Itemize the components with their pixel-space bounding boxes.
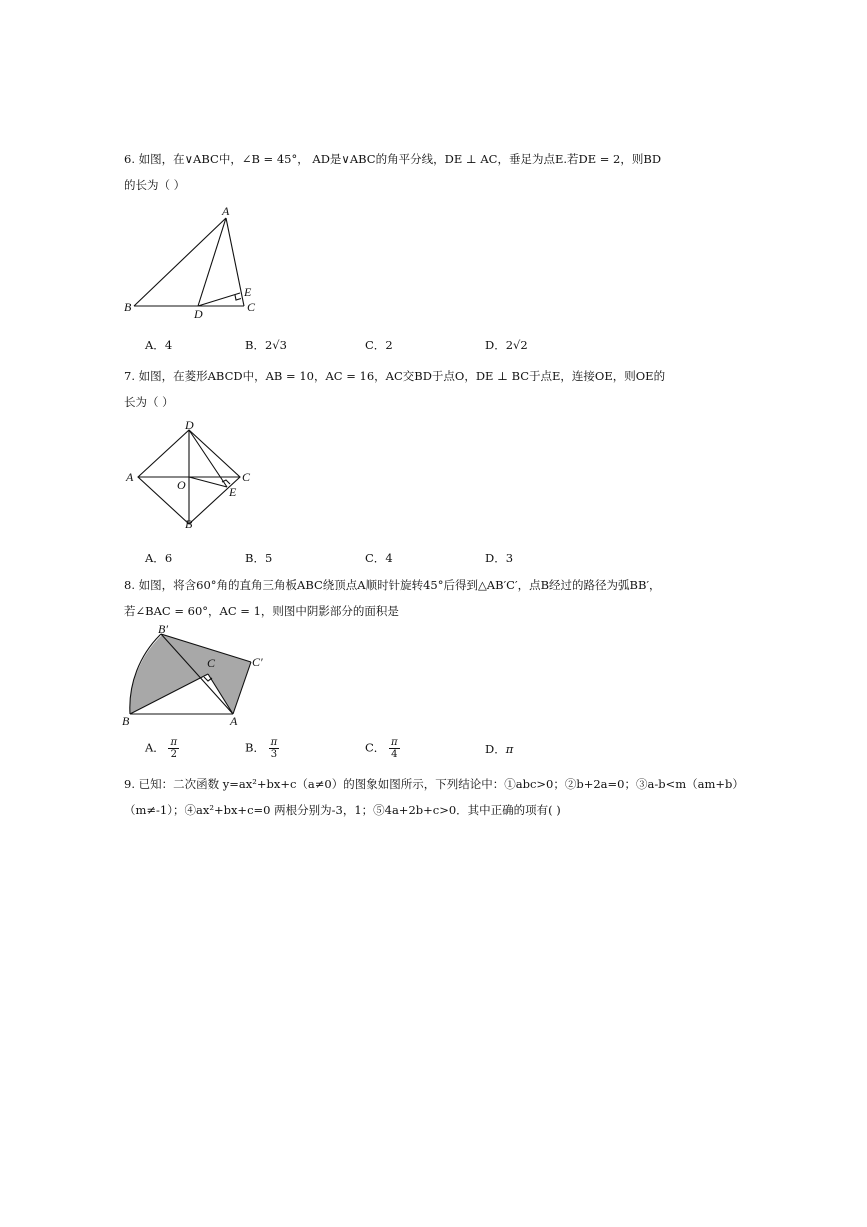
q7-option-a[interactable] <box>145 550 172 566</box>
q6-text-line1: 6. 如图，在∨ABC中，∠B = 45°， AD是∨ABC的角平分线，DE ⊥ AC，垂足为点E.若DE = 2，则BD <box>124 152 662 166</box>
q6-label-D: D <box>194 307 203 321</box>
q8-option-c-num: π <box>390 737 398 748</box>
q8-option-a[interactable] <box>145 737 179 760</box>
q8-label-B-prime: B′ <box>158 622 168 636</box>
q6-text-line2: 的长为（ ） <box>124 178 186 192</box>
q7-option-b[interactable] <box>245 550 272 566</box>
q7-option-d[interactable] <box>485 550 513 566</box>
q7-option-d-value: 3 <box>505 551 514 565</box>
q6-option-d-letter: D． <box>485 338 506 352</box>
q8-option-b-den: 3 <box>270 749 278 760</box>
q6-option-c-value: 2 <box>385 338 393 352</box>
q7-option-a-value: 6 <box>164 551 173 565</box>
q8-rotation-figure <box>118 622 278 734</box>
q7-option-d-letter: D． <box>485 551 506 565</box>
q7-label-E: E <box>229 485 237 499</box>
q8-option-d[interactable] <box>485 741 513 757</box>
q8-option-a-den: 2 <box>170 749 177 760</box>
q9-text-line1: 9. 已知：二次函数 y=ax²+bx+c（a≠0）的图象如图所示，下列结论中：①abc>0；②b+2a=0；③a-b<m（am+b） <box>124 777 744 791</box>
q6-option-b-value: 2√3 <box>264 338 287 352</box>
q7-option-c-letter: C． <box>365 551 386 565</box>
q8-option-d-letter: D． <box>485 742 506 756</box>
q6-option-a-letter: A． <box>145 338 165 352</box>
q7-option-c-value: 4 <box>385 551 393 565</box>
q7-rhombus-figure <box>118 420 263 532</box>
q9-text-line2: （m≠-1）；④ax²+bx+c=0 两根分别为-3，1；⑤4a+2b+c>0．其中正确的项有( ) <box>124 803 561 817</box>
q6-label-A: A <box>222 204 230 218</box>
q6-label-B: B <box>124 300 132 314</box>
q6-option-b-letter: B． <box>245 338 265 352</box>
q7-label-O: O <box>177 478 186 492</box>
q6-label-E: E <box>244 285 252 299</box>
q6-option-d-value: 2√2 <box>505 338 528 352</box>
q8-option-a-letter: A． <box>145 740 165 755</box>
q8-option-b-letter: B． <box>245 740 265 755</box>
q8-option-c[interactable] <box>365 737 400 760</box>
q6-option-b[interactable] <box>245 337 287 353</box>
q8-option-b-num: π <box>270 737 278 748</box>
q7-text-line1: 7. 如图，在菱形ABCD中，AB = 10，AC = 16，AC交BD于点O，DE ⊥ BC于点E，连接OE，则OE的 <box>124 369 666 383</box>
q6-label-C: C <box>247 300 256 314</box>
q6-option-d[interactable] <box>485 337 528 353</box>
q7-label-C: C <box>242 470 251 484</box>
q6-triangle-figure <box>118 200 268 325</box>
q7-label-B: B <box>185 517 193 531</box>
q8-option-c-letter: C． <box>365 740 386 755</box>
q8-option-a-fraction <box>168 737 179 760</box>
q7-label-D: D <box>185 420 194 432</box>
q7-option-a-letter: A． <box>145 551 165 565</box>
q7-option-c[interactable] <box>365 550 393 566</box>
q6-option-c-letter: C． <box>365 338 386 352</box>
q6-option-a-value: 4 <box>164 338 173 352</box>
q6-option-a[interactable] <box>145 337 172 353</box>
q7-text-line2: 长为（ ） <box>124 395 174 409</box>
q8-label-A: A <box>230 714 238 728</box>
q8-label-B: B <box>122 714 130 728</box>
q8-label-C: C <box>207 656 216 670</box>
q8-label-C-prime: C′ <box>252 655 263 669</box>
q8-option-b[interactable] <box>245 737 279 760</box>
q8-text-line2: 若∠BAC = 60°，AC = 1，则图中阴影部分的面积是 <box>124 604 399 618</box>
q6-option-c[interactable] <box>365 337 393 353</box>
q7-label-A: A <box>126 470 134 484</box>
q8-option-a-num: π <box>170 737 178 748</box>
q8-text-line1: 8. 如图，将含60°角的直角三角板ABC绕顶点A顺时针旋转45°后得到△AB′C′，点B经过的路径为弧BB′， <box>124 578 661 592</box>
q7-option-b-value: 5 <box>264 551 273 565</box>
q8-option-b-fraction <box>269 737 280 760</box>
q8-option-d-value: π <box>505 742 514 756</box>
q8-option-c-den: 4 <box>391 749 398 760</box>
q8-option-c-fraction <box>389 737 400 760</box>
q7-option-b-letter: B． <box>245 551 265 565</box>
